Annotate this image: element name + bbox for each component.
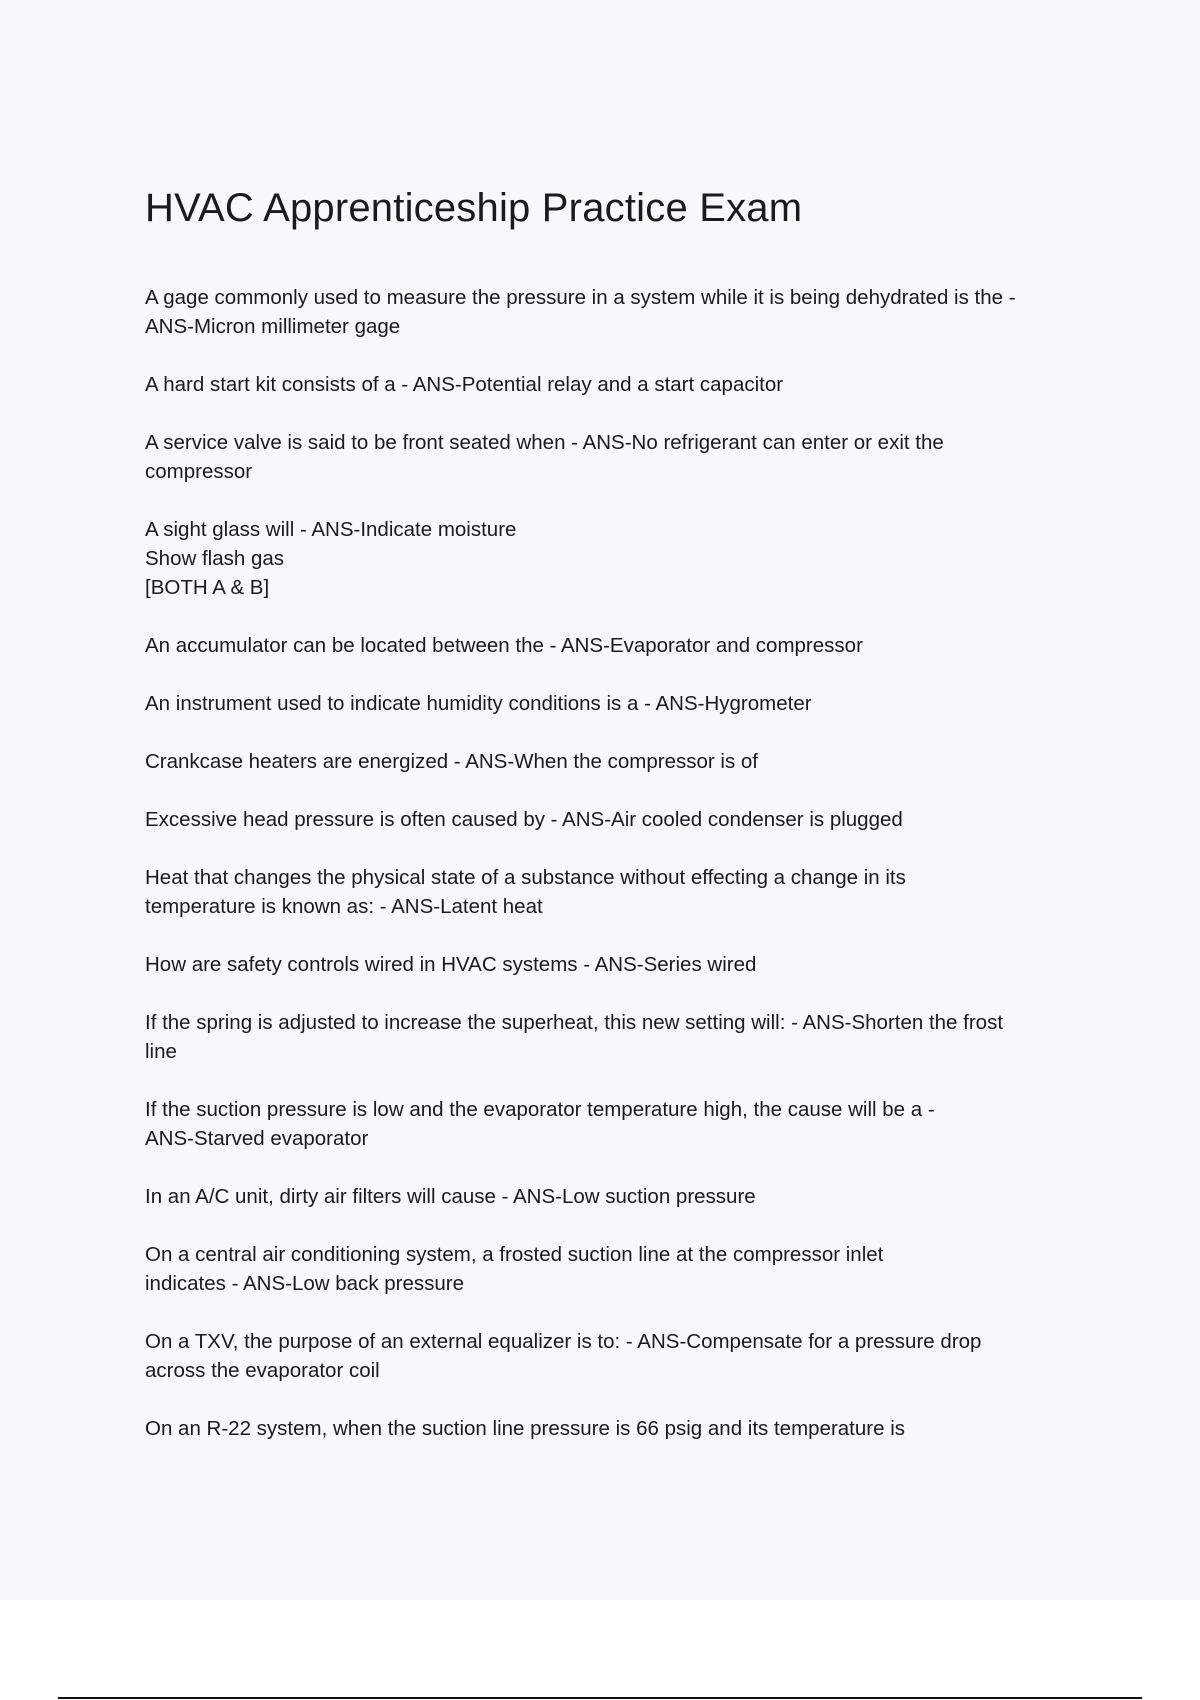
question-item: If the suction pressure is low and the evaporator temperature high, the cause will be a - ANS-Starved evaporator — [145, 1098, 935, 1150]
question-item: An instrument used to indicate humidity conditions is a - ANS-Hygrometer — [145, 692, 812, 715]
question-item: How are safety controls wired in HVAC systems - ANS-Series wired — [145, 953, 757, 976]
question-item: An accumulator can be located between the - ANS-Evaporator and compressor — [145, 634, 863, 657]
question-item: A gage commonly used to measure the pressure in a system while it is being dehydrated is the - ANS-Micron millimeter gage — [145, 286, 1016, 338]
question-item: On a TXV, the purpose of an external equalizer is to: - ANS-Compensate for a pressure drop across the evaporator coil — [145, 1330, 982, 1382]
question-item: Excessive head pressure is often caused by - ANS-Air cooled condenser is plugged — [145, 808, 903, 831]
question-item: A hard start kit consists of a - ANS-Potential relay and a start capacitor — [145, 373, 784, 396]
question-item: Heat that changes the physical state of a substance without effecting a change in its temperature is known as: - ANS-Latent heat — [145, 866, 906, 918]
question-item: If the spring is adjusted to increase the superheat, this new setting will: - ANS-Shorten the frost line — [145, 1011, 1004, 1063]
question-item: On a central air conditioning system, a frosted suction line at the compressor inlet indicates - ANS-Low back pressure — [145, 1243, 884, 1295]
question-item: On an R-22 system, when the suction line pressure is 66 psig and its temperature is — [145, 1417, 906, 1440]
question-item: Crankcase heaters are energized - ANS-When the compressor is of — [145, 750, 758, 773]
question-item: A service valve is said to be front seated when - ANS-No refrigerant can enter or exit the compressor — [145, 431, 944, 483]
page-divider — [58, 1697, 1142, 1699]
question-item: In an A/C unit, dirty air filters will cause - ANS-Low suction pressure — [145, 1185, 756, 1208]
question-item: A sight glass will - ANS-Indicate moisture Show flash gas [BOTH A & B] — [145, 518, 517, 599]
question-list — [145, 283, 1100, 1443]
document-title: HVAC Apprenticeship Practice Exam — [145, 186, 803, 230]
